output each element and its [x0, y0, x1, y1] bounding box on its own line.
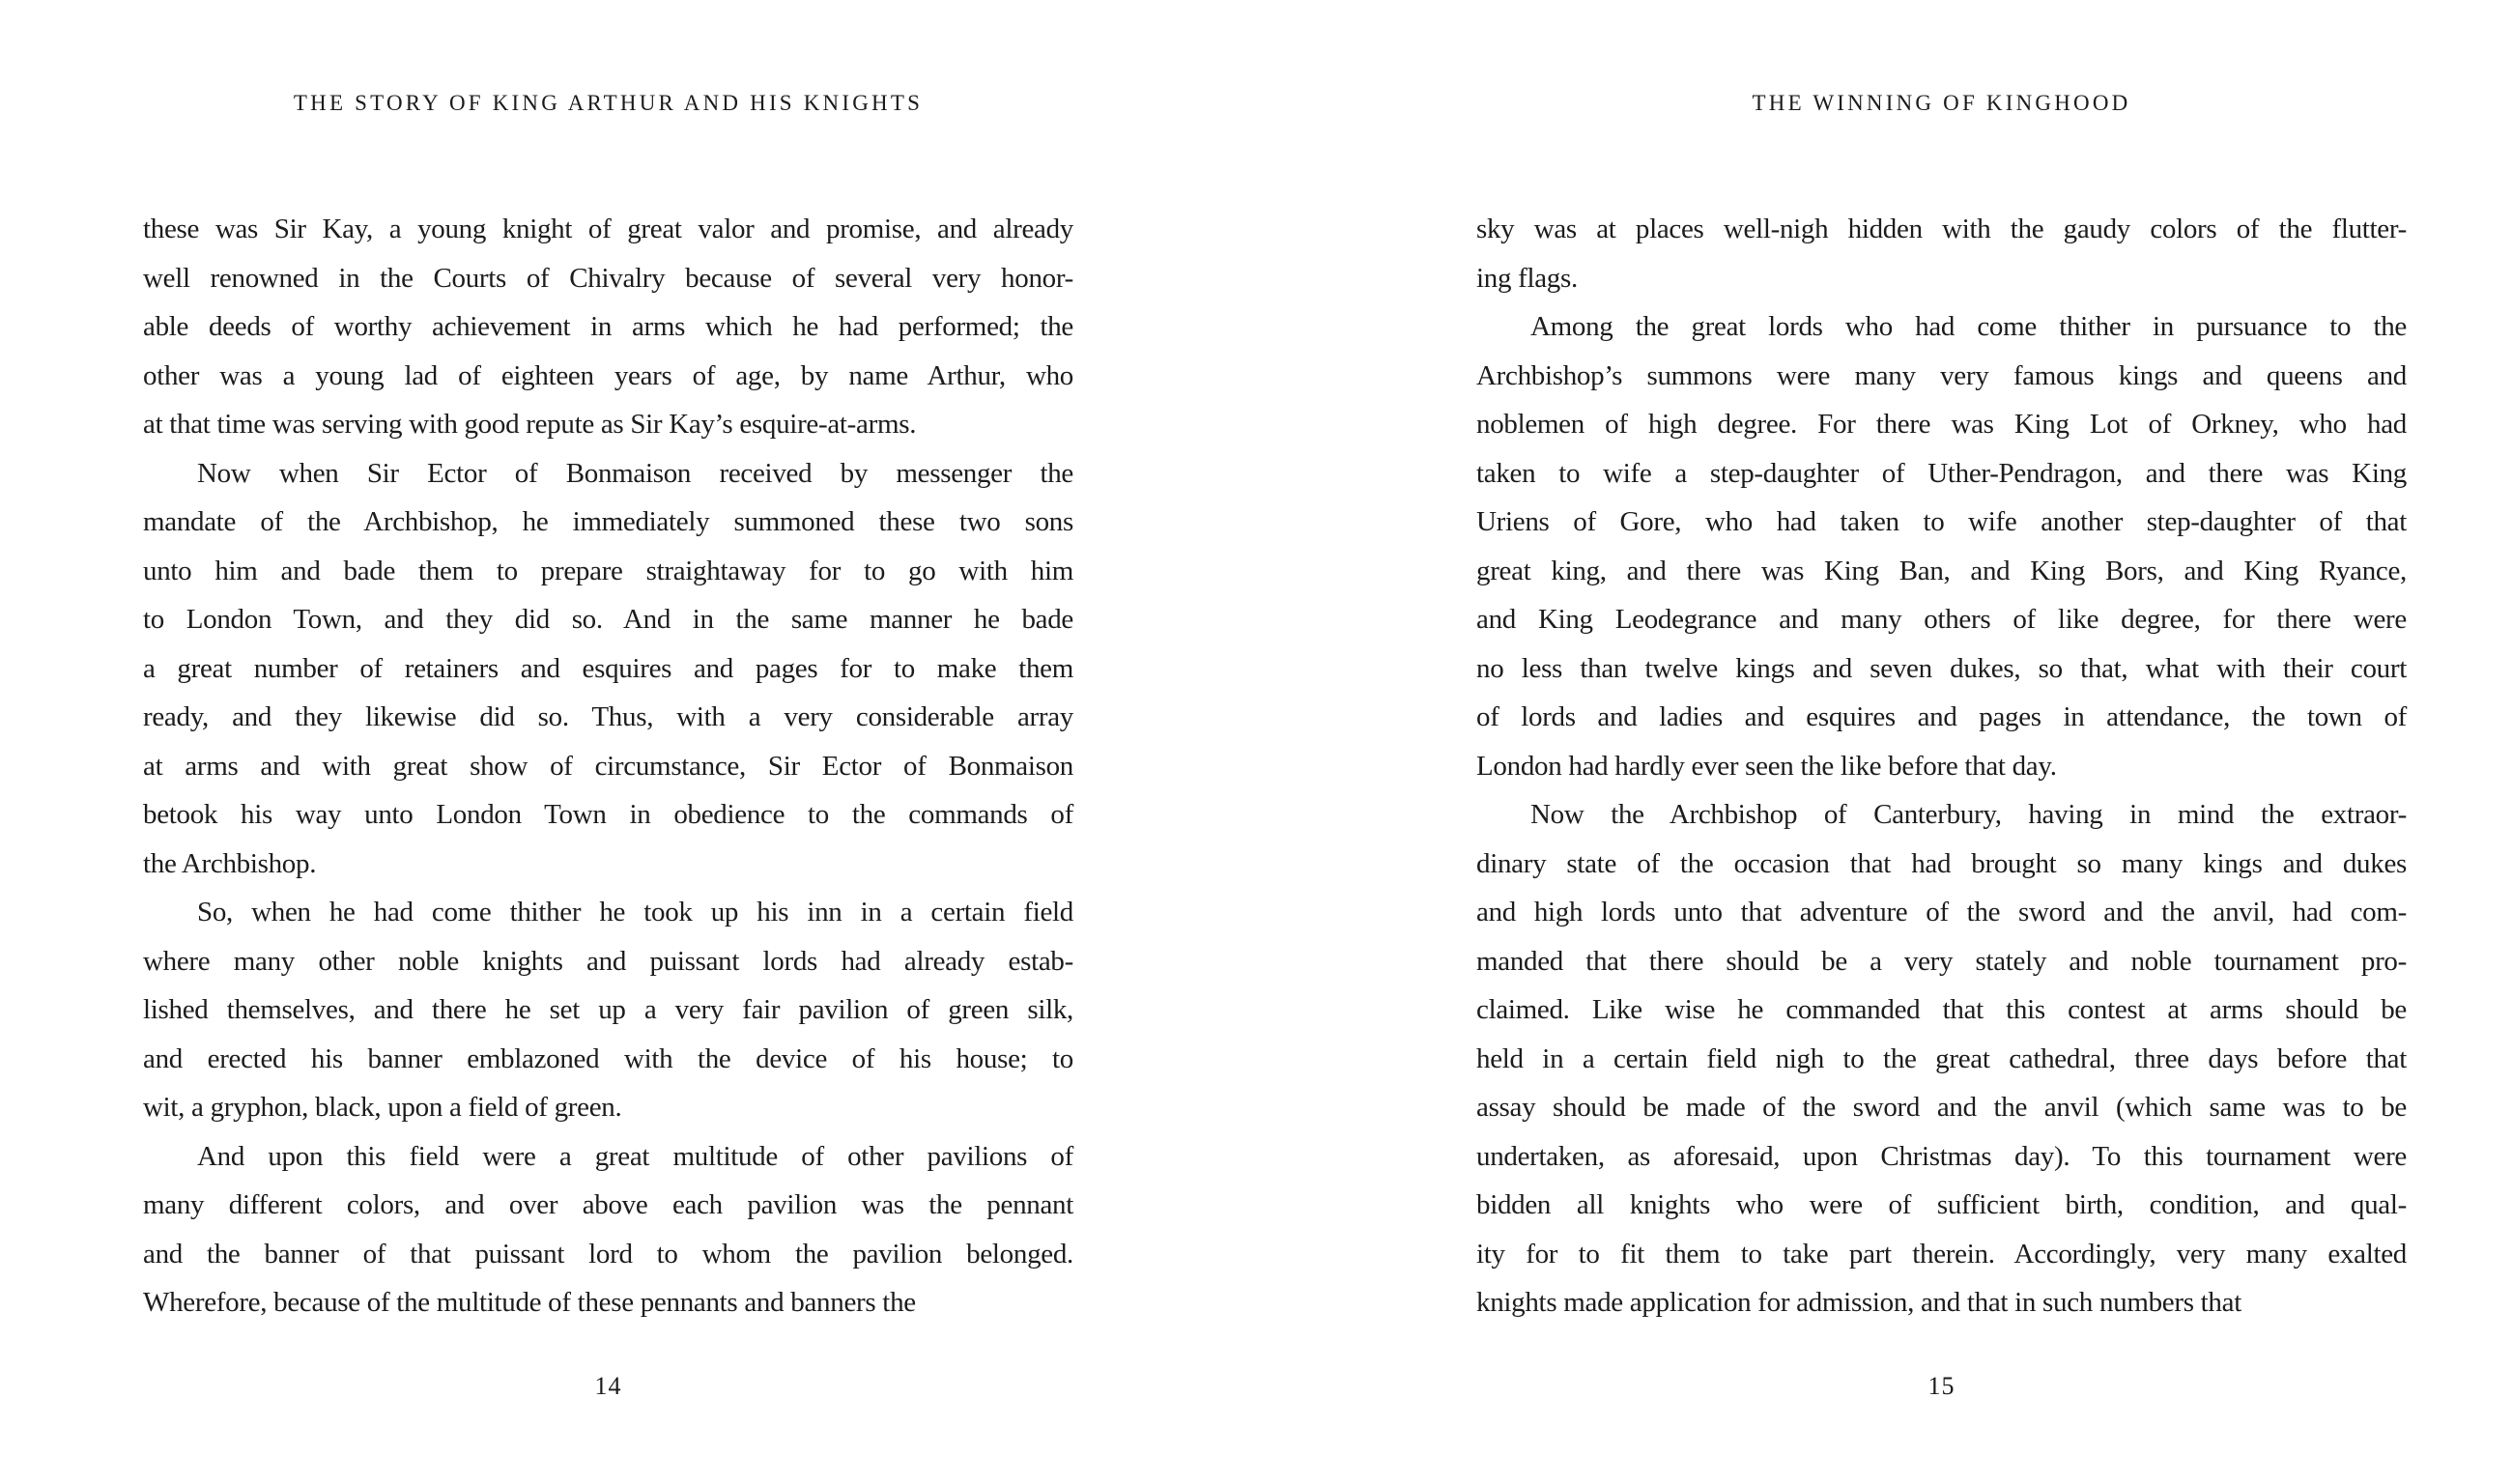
text-line: held in a certain field nigh to the great cathedral, three days before that: [1476, 1042, 2407, 1074]
text-line: Uriens of Gore, who had taken to wife another step-daughter of that: [1476, 506, 2407, 537]
right-page-number: 15: [1927, 1372, 1955, 1400]
text-line: well renowned in the Courts of Chivalry because of several very honor-: [143, 262, 1073, 294]
text-line: great king, and there was King Ban, and King Bors, and King Ryance,: [1476, 555, 2407, 586]
text-line: to London Town, and they did so. And in the same manner he bade: [143, 604, 1073, 635]
text-line: Wherefore, because of the multitude of these pennants and banners the: [143, 1287, 916, 1318]
text-line: noblemen of high degree. For there was King Lot of Orkney, who had: [1476, 409, 2407, 440]
text-line: able deeds of worthy achievement in arms which he had performed; the: [143, 311, 1073, 342]
text-line: manded that there should be a very stately and noble tournament pro-: [1476, 945, 2407, 977]
text-line: ready, and they likewise did so. Thus, with a very considerable array: [143, 701, 1073, 732]
left-page-number: 14: [594, 1372, 622, 1400]
text-line: dinary state of the occasion that had brought so many kings and dukes: [1476, 847, 2407, 879]
text-line: claimed. Like wise he commanded that this contest at arms should be: [1476, 994, 2407, 1025]
text-line: these was Sir Kay, a young knight of great valor and promise, and already: [143, 214, 1073, 244]
left-text-block: [143, 205, 1073, 1327]
text-line: knights made application for admission, and that in such numbers that: [1476, 1287, 2241, 1318]
text-line: at arms and with great show of circumstance, Sir Ector of Bonmaison: [143, 750, 1073, 782]
paragraph: [143, 1132, 1073, 1327]
text-line: at that time was serving with good repute as Sir Kay’s esquire-at-arms.: [143, 409, 917, 440]
text-line: and King Leodegrance and many others of like degree, for there were: [1476, 604, 2407, 635]
text-line: of lords and ladies and esquires and pages in attendance, the town of: [1476, 701, 2407, 732]
paragraph: [1476, 205, 2407, 302]
text-line: the Archbishop.: [143, 847, 317, 879]
text-line: betook his way unto London Town in obedience to the commands of: [143, 799, 1073, 830]
text-line: And upon this field were a great multitude of other pavilions of: [197, 1140, 1073, 1172]
paragraph: [1476, 302, 2407, 790]
right-text-block: [1476, 205, 2407, 1327]
paragraph: [143, 205, 1073, 449]
left-running-header: THE STORY OF KING ARTHUR AND HIS KNIGHTS: [293, 91, 924, 115]
right-page: [1256, 0, 2512, 1484]
text-line: So, when he had come thither he took up his inn in a certain field: [197, 897, 1073, 928]
text-line: ing flags.: [1476, 262, 1578, 294]
text-line: no less than twelve kings and seven dukes, so that, what with their court: [1476, 652, 2407, 684]
text-line: undertaken, as aforesaid, upon Christmas day). To this tournament were: [1476, 1140, 2407, 1172]
text-line: and erected his banner emblazoned with the device of his house; to: [143, 1042, 1073, 1074]
text-line: where many other noble knights and puissant lords had already estab-: [143, 945, 1073, 977]
paragraph: [143, 888, 1073, 1132]
text-line: and the banner of that puissant lord to whom the pavilion belonged.: [143, 1238, 1073, 1270]
paragraph: [143, 449, 1073, 889]
text-line: bidden all knights who were of sufficient birth, condition, and qual-: [1476, 1189, 2407, 1220]
text-line: and high lords unto that adventure of the sword and the anvil, had com-: [1476, 897, 2407, 928]
text-line: Among the great lords who had come thither in pursuance to the: [1530, 311, 2407, 342]
text-line: Archbishop’s summons were many very famous kings and queens and: [1476, 359, 2407, 391]
right-running-header: THE WINNING OF KINGHOOD: [1752, 91, 2131, 115]
text-line: a great number of retainers and esquires and pages for to make them: [143, 652, 1073, 684]
text-line: other was a young lad of eighteen years of age, by name Arthur, who: [143, 359, 1073, 391]
right-page-column: [1476, 0, 2407, 1484]
text-line: Now when Sir Ector of Bonmaison received by messenger the: [197, 457, 1073, 489]
text-line: wit, a gryphon, black, upon a field of green.: [143, 1092, 622, 1123]
text-line: Now the Archbishop of Canterbury, having in mind the extraor-: [1530, 799, 2407, 830]
text-line: many different colors, and over above each pavilion was the pennant: [143, 1189, 1073, 1220]
text-line: taken to wife a step-daughter of Uther-Pendragon, and there was King: [1476, 457, 2407, 489]
text-line: ity for to fit them to take part therein. Accordingly, very many exalted: [1476, 1238, 2407, 1270]
text-line: London had hardly ever seen the like before that day.: [1476, 750, 2057, 782]
text-line: sky was at places well-nigh hidden with the gaudy colors of the flutter-: [1476, 214, 2407, 244]
text-line: unto him and bade them to prepare straightaway for to go with him: [143, 555, 1073, 586]
text-line: mandate of the Archbishop, he immediately summoned these two sons: [143, 506, 1073, 537]
text-line: assay should be made of the sword and the anvil (which same was to be: [1476, 1092, 2407, 1123]
paragraph: [1476, 790, 2407, 1327]
text-line: lished themselves, and there he set up a very fair pavilion of green silk,: [143, 994, 1073, 1025]
left-page-column: [143, 0, 1073, 1484]
